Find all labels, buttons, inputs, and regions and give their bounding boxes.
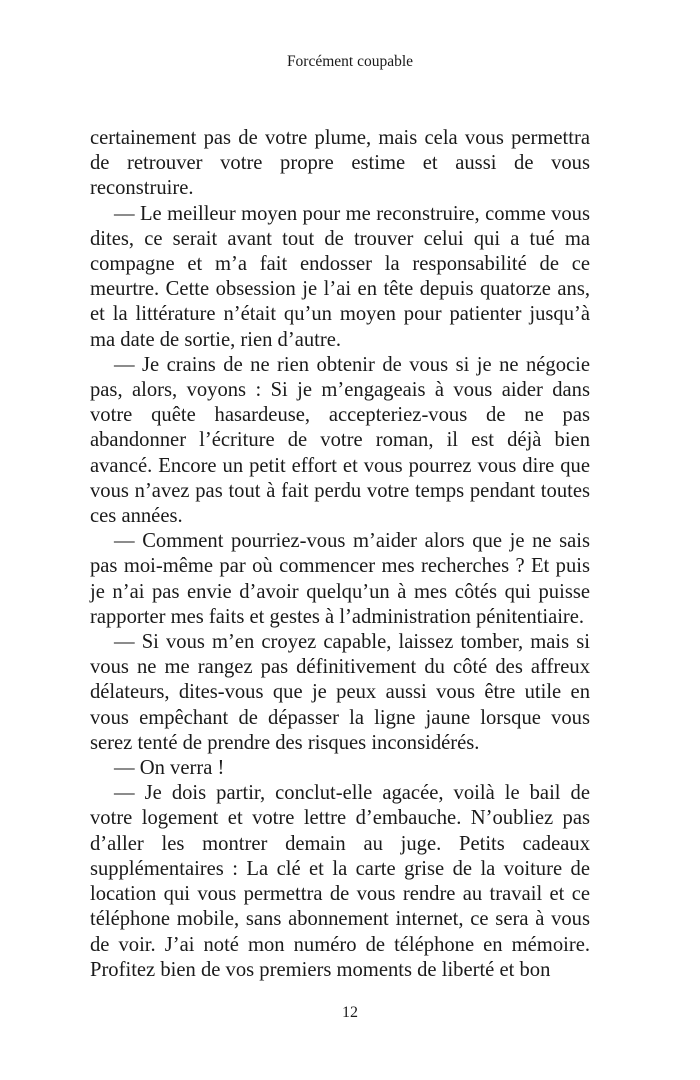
body-text	[90, 126, 590, 983]
paragraph: certainement pas de votre plume, mais cela vous permettra de retrouver votre propre estime et aussi de vous reconstruire.	[90, 127, 590, 200]
running-title: Forcément coupable	[286, 53, 414, 70]
paragraph: — On verra !	[114, 757, 225, 780]
paragraph: — Le meilleur moyen pour me reconstruire, comme vous dites, ce serait avant tout de trouver celui qui a tué ma compagne et m’a fait endosser la responsabilité de ce meurtre. Cette obsession je l’ai en tête depuis quatorze ans, et la littérature n’était qu’un moyen pour patienter jusqu’à ma date de sortie, rien d’autre.	[90, 202, 590, 351]
paragraph: — Je dois partir, conclut-elle agacée, voilà le bail de votre logement et votre lettre d’embauche. N’oubliez pas d’aller les montrer demain au juge. Petits cadeaux supplémentaires : La clé et la carte grise de la voiture de location qui vous permettra de vous rendre au travail et ce téléphone mobile, sans abonnement internet, ce sera à vous de voir. J’ai noté mon numéro de téléphone en mémoire. Profitez bien de vos premiers moments de liberté et bon	[90, 782, 590, 981]
paragraph: — Je crains de ne rien obtenir de vous si je ne négocie pas, alors, voyons : Si je m’engageais à vous aider dans votre quête hasardeuse, accepteriez-vous de ne pas abandonner l’écriture de votre roman, il est déjà bien avancé. Encore un petit effort et vous pourrez vous dire que vous n’avez pas tout à fait perdu votre temps pendant toutes ces années.	[90, 353, 590, 528]
page-number: 12	[342, 1004, 358, 1021]
paragraph: — Comment pourriez-vous m’aider alors que je ne sais pas moi-même par où commencer mes recherches ? Et puis je n’ai pas envie d’avoir quelqu’un à mes côtés qui puisse rapporter mes faits et gestes à l’administration pénitentiaire.	[90, 530, 590, 628]
paragraph: — Si vous m’en croyez capable, laissez tomber, mais si vous ne me rangez pas définitivement du côté des affreux délateurs, dites-vous que je peux aussi vous être utile en vous empêchant de dépasser la ligne jaune lorsque vous serez tenté de prendre des risques inconsidérés.	[90, 631, 590, 754]
